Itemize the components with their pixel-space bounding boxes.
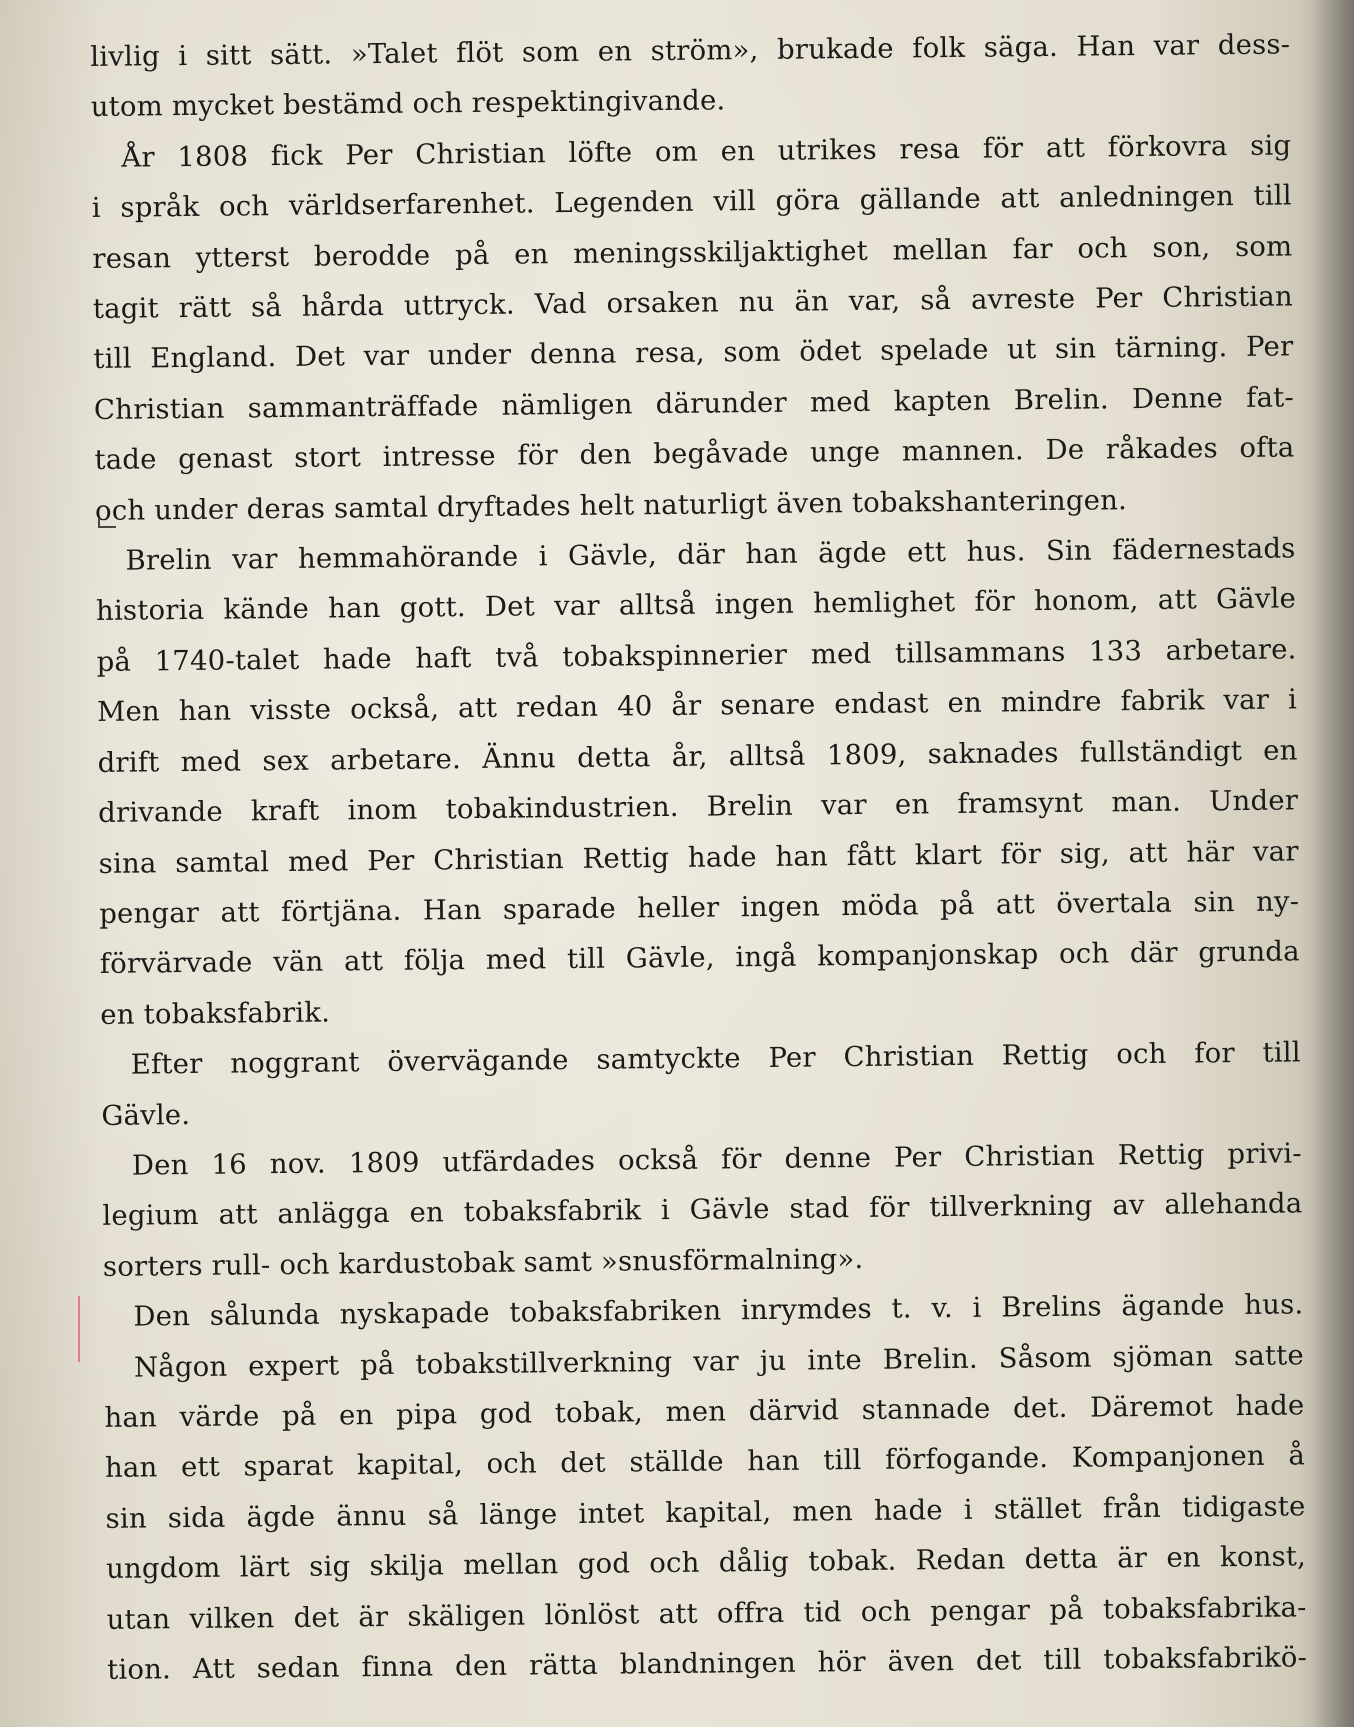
text-line: drivande kraft inom tobakindustrien. Brelin var en framsynt man. Under xyxy=(98,784,1299,830)
text-line: sin sida ägde ännu så länge intet kapital, men hade i stället från tidigaste xyxy=(105,1490,1306,1535)
text-line: tion. Att sedan finna den rätta blandningen hör även det till tobaksfabrikö- xyxy=(106,1641,1308,1686)
text-line: han ett sparat kapital, och det ställde han till förfogande. Kompanjonen å xyxy=(104,1439,1306,1485)
text-line: utan vilken det är skäligen lönlöst att offra tid och pengar på tobaksfabrika- xyxy=(106,1590,1307,1636)
text-line: legium att anlägga en tobaksfabrik i Gävle stad för tillverkning av allehanda xyxy=(102,1187,1303,1233)
text-line: Men han visste också, att redan 40 år senare endast en mindre fabrik var i xyxy=(96,683,1298,729)
text-line: en tobaksfabrik. xyxy=(100,996,331,1031)
text-line: Gävle. xyxy=(101,1098,191,1132)
text-line: historia kände han gott. Det var alltså ingen hemlighet för honom, att Gävle xyxy=(95,582,1297,628)
text-line: Någon expert på tobakstillverkning var ju inte Brelin. Såsom sjöman satte xyxy=(133,1338,1305,1384)
text-line: Den sålunda nyskapade tobaksfabriken inrymdes t. v. i Brelins ägande hus. xyxy=(133,1288,1304,1333)
text-line: År 1808 fick Per Christian löfte om en utrikes resa för att förkovra sig xyxy=(121,129,1292,174)
text-line: livlig i sitt sätt. »Talet flöt som en ström», brukade folk säga. Han var dess- xyxy=(90,28,1291,73)
text-line: resan ytterst berodde på en meningsskiljaktighet mellan far och son, som xyxy=(92,230,1293,275)
text-line: Brelin var hemmahörande i Gävle, där han ägde ett hus. Sin fädernestads xyxy=(125,532,1296,577)
margin-bracket-mark xyxy=(98,518,116,528)
pencil-margin-mark xyxy=(78,1296,80,1362)
text-line: på 1740-talet hade haft två tobakspinnerier med tillsammans 133 arbetare. xyxy=(96,633,1297,678)
page-edge-shadow xyxy=(1314,0,1354,1727)
text-line: tagit rätt så hårda uttryck. Vad orsaken nu än var, så avreste Per Christian xyxy=(92,280,1294,326)
text-line: tade genast stort intresse för den begåvade unge mannen. De råkades ofta xyxy=(94,431,1295,477)
text-line: han värde på en pipa god tobak, men därvid stannade det. Däremot hade xyxy=(104,1389,1305,1434)
text-line: förvärvade vän att följa med till Gävle, ingå kompanjonskap och där grunda xyxy=(99,935,1300,981)
text-line: Christian sammanträffade nämligen därunder med kapten Brelin. Denne fat- xyxy=(93,381,1295,426)
text-line: Efter noggrant övervägande samtyckte Per Christian Rettig och for till xyxy=(130,1036,1301,1081)
text-line: drift med sex arbetare. Ännu detta år, alltså 1809, saknades fullständigt en xyxy=(97,734,1298,779)
text-line: Den 16 nov. 1809 utfärdades också för denne Per Christian Rettig privi- xyxy=(131,1137,1302,1182)
text-line: till England. Det var under denna resa, som ödet spelade ut sin tärning. Per xyxy=(93,330,1294,376)
text-line: och under deras samtal dryftades helt naturligt även tobakshanteringen. xyxy=(94,483,1128,527)
body-text xyxy=(90,19,1307,1695)
text-line: utom mycket bestämd och respektingivande. xyxy=(90,84,726,124)
text-line: pengar att förtjäna. Han sparade heller ingen möda på att övertala sin ny- xyxy=(99,885,1300,930)
text-line: i språk och världserfarenhet. Legenden vill göra gällande att anledningen till xyxy=(91,179,1292,225)
text-line: sina samtal med Per Christian Rettig hade han fått klart för sig, att här var xyxy=(98,834,1299,880)
text-line: sorters rull- och kardustobak samt »snusförmalning». xyxy=(102,1242,864,1283)
text-line: ungdom lärt sig skilja mellan god och dålig tobak. Redan detta är en konst, xyxy=(105,1540,1307,1586)
